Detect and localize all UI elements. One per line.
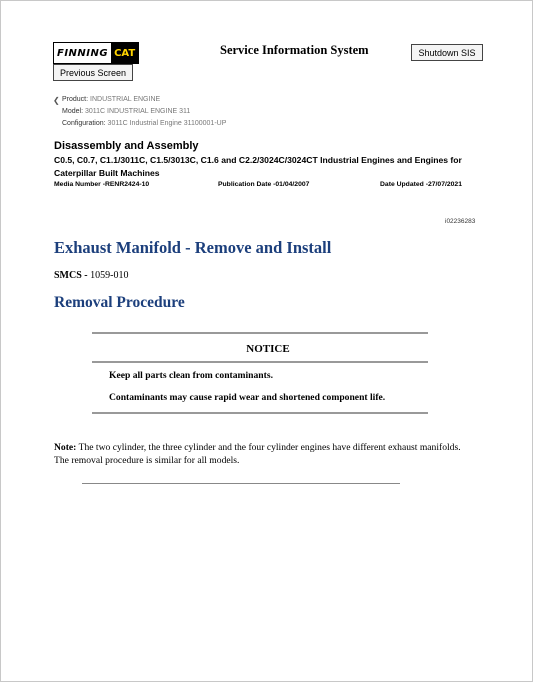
section-heading: Removal Procedure (54, 294, 185, 311)
breadcrumb-configuration (62, 120, 226, 127)
logo-cat-text: CAT (111, 43, 138, 63)
breadcrumb-product (62, 96, 160, 103)
logo-finning-text: FINNING (57, 47, 109, 59)
note-text: The two cylinder, the three cylinder and the four cylinder engines have different exhaust manifolds. The removal procedure is similar for all models. (54, 442, 461, 466)
note-paragraph (54, 442, 474, 467)
breadcrumb-key: Product: (62, 96, 89, 103)
document-title: Disassembly and Assembly (54, 140, 199, 152)
page-heading: Exhaust Manifold - Remove and Install (54, 238, 332, 257)
breadcrumb-key: Configuration: (62, 120, 106, 127)
date-updated: Date Updated -27/07/2021 (380, 181, 462, 188)
footer-rule (82, 483, 400, 484)
document-id: i02236283 (445, 218, 476, 225)
smcs-label: SMCS - (54, 270, 88, 281)
breadcrumb-model (62, 108, 190, 115)
previous-screen-button[interactable]: Previous Screen (53, 64, 133, 81)
notice-text-1: Keep all parts clean from contaminants. (109, 370, 273, 381)
media-number: Media Number -RENR2424-10 (54, 181, 150, 188)
breadcrumb-key: Model: (62, 108, 84, 115)
notice-top-rule (92, 332, 428, 334)
breadcrumb-value: INDUSTRIAL ENGINE (90, 96, 161, 103)
breadcrumb-value: 3011C INDUSTRIAL ENGINE 311 (84, 108, 191, 115)
publication-date: Publication Date -01/04/2007 (218, 181, 310, 188)
finning-cat-logo (53, 42, 139, 64)
document-subtitle: C0.5, C0.7, C1.1/3011C, C1.5/3013C, C1.6 and C2.2/3024C/3024CT Industrial Engines and Engines for Caterpillar Built Machines (54, 155, 462, 178)
notice-title: NOTICE (246, 343, 290, 355)
notice-title-rule (92, 361, 428, 363)
breadcrumb-value: 3011C Industrial Engine 31100001-UP (107, 120, 227, 127)
shutdown-sis-button[interactable]: Shutdown SIS (411, 44, 483, 61)
smcs-value: 1059-010 (87, 270, 129, 281)
app-title: Service Information System (220, 43, 369, 57)
chevron-left-icon[interactable]: ❮ (53, 96, 60, 105)
smcs-code (54, 270, 128, 281)
notice-text-2: Contaminants may cause rapid wear and shortened component life. (109, 392, 386, 403)
notice-bottom-rule (92, 412, 428, 414)
note-label: Note: (54, 442, 77, 453)
